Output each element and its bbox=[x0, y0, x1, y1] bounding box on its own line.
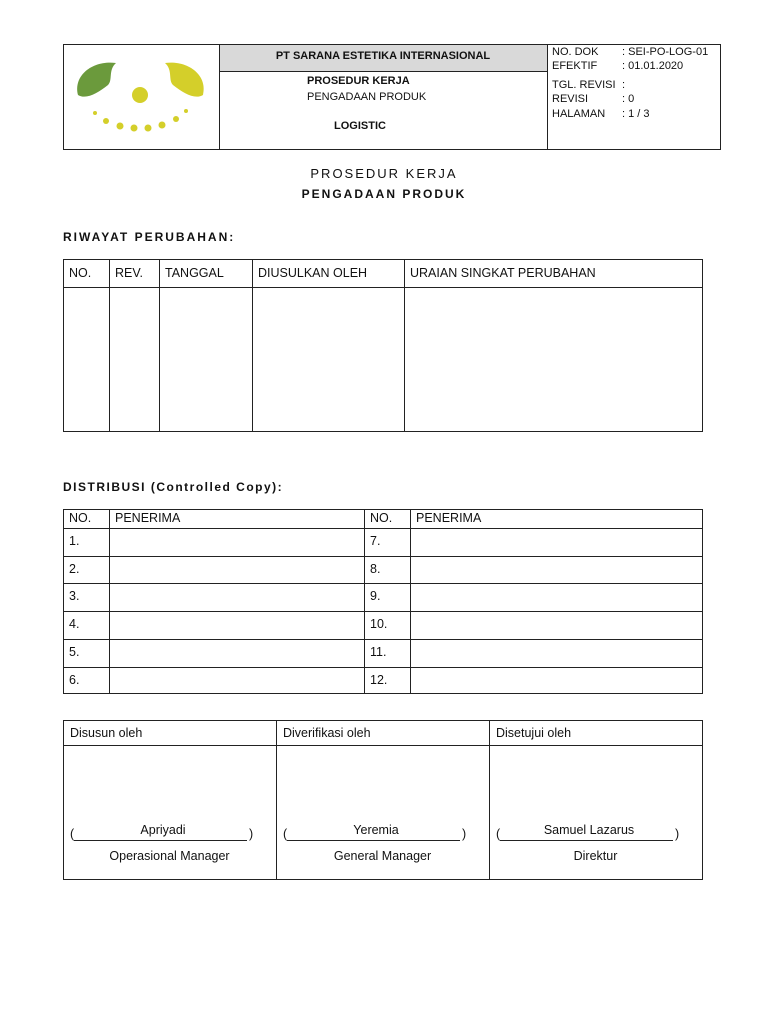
distribusi-column-header: NO. bbox=[370, 511, 393, 525]
company-logo bbox=[68, 55, 213, 135]
bracket-close: ) bbox=[462, 827, 467, 841]
company-name: PT SARANA ESTETIKA INTERNASIONAL bbox=[275, 50, 491, 62]
meta-label: HALAMAN bbox=[552, 108, 606, 120]
row-divider bbox=[63, 583, 703, 584]
distribusi-row-number: 11. bbox=[370, 644, 387, 659]
distribusi-column-header: PENERIMA bbox=[115, 511, 181, 525]
riwayat-column-header: DIUSULKAN OLEH bbox=[258, 266, 368, 280]
approval-label: Diverifikasi oleh bbox=[283, 726, 371, 740]
meta-label: REVISI bbox=[552, 93, 589, 105]
meta-label: EFEKTIF bbox=[552, 60, 598, 72]
signer-name: Apriyadi bbox=[140, 823, 186, 837]
riwayat-column-header: NO. bbox=[69, 266, 92, 280]
riwayat-column-header: REV. bbox=[115, 266, 144, 280]
distribusi-row-number: 4. bbox=[69, 617, 80, 632]
column-divider bbox=[252, 259, 253, 432]
distribusi-row-number: 1. bbox=[69, 534, 80, 548]
distribusi-heading: DISTRIBUSI (Controlled Copy): bbox=[63, 480, 284, 494]
meta-value: : 0 bbox=[622, 93, 635, 105]
column-divider bbox=[404, 259, 405, 432]
title-line2: PENGADAAN PRODUK bbox=[301, 187, 467, 201]
distribusi-row-number: 2. bbox=[69, 561, 80, 576]
distribusi-column-header: PENERIMA bbox=[416, 511, 482, 525]
department: LOGISTIC bbox=[334, 120, 386, 132]
meta-label: NO. DOK bbox=[552, 46, 599, 58]
row-divider bbox=[63, 528, 703, 529]
doc-type: PROSEDUR KERJA bbox=[307, 75, 410, 87]
riwayat-column-header: URAIAN SINGKAT PERUBAHAN bbox=[410, 266, 596, 280]
column-divider bbox=[159, 259, 160, 432]
bracket-open: ( bbox=[70, 827, 75, 841]
meta-value: : bbox=[622, 79, 626, 91]
signer-role: Operasional Manager bbox=[109, 849, 230, 863]
bracket-open: ( bbox=[496, 827, 501, 841]
row-divider bbox=[63, 745, 703, 746]
doc-title: PENGADAAN PRODUK bbox=[307, 91, 427, 103]
approval-label: Disusun oleh bbox=[70, 726, 143, 740]
signer-name: Samuel Lazarus bbox=[543, 823, 635, 837]
distribusi-row-number: 3. bbox=[69, 589, 80, 604]
distribusi-row-number: 9. bbox=[370, 589, 381, 604]
distribusi-row-number: 8. bbox=[370, 561, 381, 576]
distribusi-row-number: 5. bbox=[69, 644, 80, 659]
column-divider bbox=[547, 44, 548, 150]
bracket-open: ( bbox=[283, 827, 288, 841]
meta-label: TGL. REVISI bbox=[552, 79, 616, 91]
signer-name: Yeremia bbox=[353, 823, 399, 837]
riwayat-heading: RIWAYAT PERUBAHAN: bbox=[63, 230, 236, 244]
meta-value: : 1 / 3 bbox=[622, 108, 650, 120]
signature-line bbox=[74, 840, 247, 841]
distribusi-row-number: 7. bbox=[370, 534, 381, 548]
signature-line bbox=[287, 840, 460, 841]
distribusi-row-number: 6. bbox=[69, 672, 80, 687]
distribusi-column-header: NO. bbox=[69, 511, 92, 525]
distribusi-row-number: 10. bbox=[370, 617, 388, 632]
row-divider bbox=[63, 611, 703, 612]
row-divider bbox=[63, 556, 703, 557]
row-divider bbox=[219, 71, 547, 72]
signature-line bbox=[500, 840, 673, 841]
signer-role: Direktur bbox=[573, 849, 618, 863]
column-divider bbox=[109, 259, 110, 432]
title-line1: PROSEDUR KERJA bbox=[310, 166, 458, 181]
bracket-close: ) bbox=[675, 827, 680, 841]
signer-role: General Manager bbox=[333, 849, 432, 863]
meta-value: : 01.01.2020 bbox=[622, 60, 684, 72]
row-divider bbox=[63, 639, 703, 640]
meta-value: : SEI-PO-LOG-01 bbox=[622, 46, 709, 58]
bracket-close: ) bbox=[249, 827, 254, 841]
riwayat-column-header: TANGGAL bbox=[165, 266, 224, 280]
distribusi-row-number: 12. bbox=[370, 672, 388, 687]
approval-label: Disetujui oleh bbox=[496, 726, 572, 740]
row-divider bbox=[63, 667, 703, 668]
